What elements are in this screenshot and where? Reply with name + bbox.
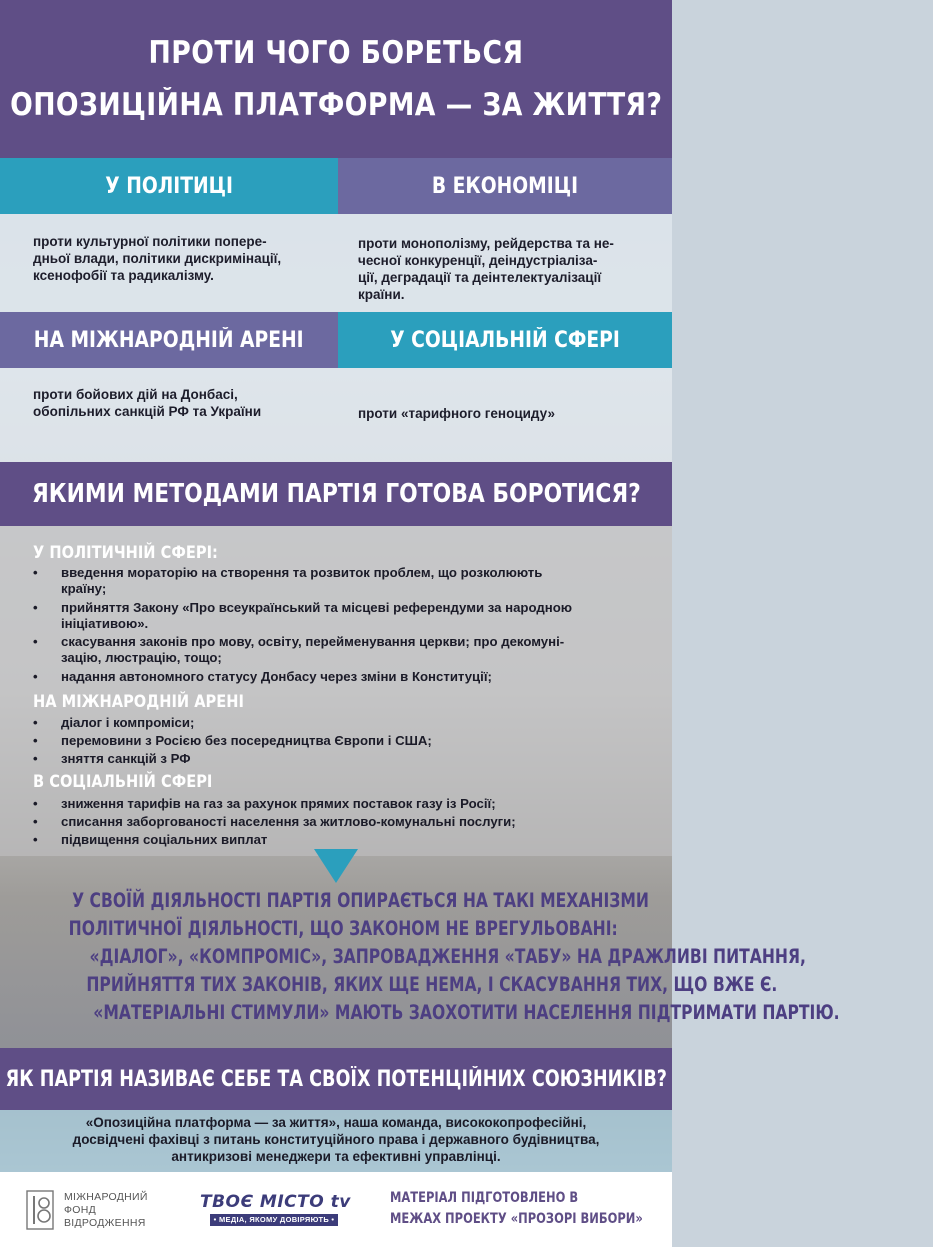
list-item: • перемовини з Росією без посередництва Європи і США; — [33, 733, 432, 748]
title-line-2: ОПОЗИЦІЙНА ПЛАТФОРМА — ЗА ЖИТТЯ? — [9, 87, 663, 123]
mechanisms-line-2: ПОЛІТИЧНОЇ ДІЯЛЬНОСТІ, ЩО ЗАКОНОМ НЕ ВРЕГУЛЬОВАНІ: — [68, 917, 618, 940]
tvoie-misto-logo: ТВОЄ МІСТО tv • МЕДІА, ЯКОМУ ДОВІРЯЮТЬ • — [200, 1192, 351, 1224]
category-economy-text: проти монополізму, рейдерства та не- чесної конкуренції, деіндустріаліза- ції, деградації та деінтелектуалізації країни. — [358, 236, 614, 302]
methods-social-heading: В СОЦІАЛЬНІЙ СФЕРІ — [33, 772, 213, 792]
down-triangle-icon — [314, 849, 358, 883]
category-international-text: проти бойових дій на Донбасі, обопільних санкцій РФ та України — [33, 387, 262, 419]
list-item: • надання автономного статусу Донбасу через зміни в Конституції; — [33, 669, 492, 684]
category-social-text: проти «тарифного геноциду» — [358, 406, 556, 421]
methods-heading-band — [0, 462, 672, 526]
footer — [0, 1172, 672, 1247]
list-item: • скасування законів про мову, освіту, перейменування церкви; про декомуні- зацію, люстрацію, тощо; — [33, 634, 565, 665]
mechanisms-line-5: «МАТЕРІАЛЬНІ СТИМУЛИ» МАЮТЬ ЗАОХОТИТИ НАСЕЛЕННЯ ПІДТРИМАТИ ПАРТІЮ. — [93, 1001, 840, 1024]
title-line-1: ПРОТИ ЧОГО БОРЕТЬСЯ — [148, 35, 524, 71]
list-item: • введення мораторію на створення та розвиток проблем, що розколюють країну; — [33, 565, 543, 596]
project-credit: МАТЕРІАЛ ПІДГОТОВЛЕНО В МЕЖАХ ПРОЕКТУ «ПРОЗОРІ ВИБОРИ» — [390, 1190, 643, 1227]
irf-logo-text: МІЖНАРОДНИЙ ФОНД ВІДРОДЖЕННЯ — [64, 1191, 148, 1229]
category-economy-heading: В ЕКОНОМІЦІ — [338, 158, 672, 214]
mechanisms-line-1: У СВОЇЙ ДІЯЛЬНОСТІ ПАРТІЯ ОПИРАЄТЬСЯ НА ТАКІ МЕХАНІЗМИ — [72, 889, 649, 912]
mechanisms-line-3: «ДІАЛОГ», «КОМПРОМІС», ЗАПРОВАДЖЕННЯ «ТАБУ» НА ДРАЖЛИВІ ПИТАННЯ, — [89, 945, 806, 968]
title-band — [0, 0, 672, 158]
list-item: • підвищення соціальних виплат — [33, 832, 268, 847]
irf-logo-icon — [26, 1190, 54, 1230]
mechanisms-line-4: ПРИЙНЯТТЯ ТИХ ЗАКОНІВ, ЯКИХ ЩЕ НЕМА, І СКАСУВАННЯ ТИХ, ЩО ВЖЕ Є. — [86, 973, 778, 996]
list-item: • діалог і компроміси; — [33, 715, 195, 730]
methods-political-heading: У ПОЛІТИЧНІЙ СФЕРІ: — [33, 543, 218, 563]
allies-text: «Опозиційна платформа — за життя», наша команда, висококопрофесійні, досвідчені фахівці з питань конституційного права і державного будівництва, антикризові менеджери та ефективні управлінці. — [0, 1110, 672, 1172]
allies-heading: ЯК ПАРТІЯ НАЗИВАЄ СЕБЕ ТА СВОЇХ ПОТЕНЦІЙНИХ СОЮЗНИКІВ? — [5, 1066, 667, 1092]
list-item: • списання заборгованості населення за житлово-комунальні послуги; — [33, 814, 516, 829]
category-social-heading: У СОЦІАЛЬНІЙ СФЕРІ — [338, 312, 672, 368]
methods-international-heading: НА МІЖНАРОДНІЙ АРЕНІ — [33, 692, 244, 712]
methods-heading: ЯКИМИ МЕТОДАМИ ПАРТІЯ ГОТОВА БОРОТИСЯ? — [31, 479, 641, 509]
category-politics-heading: У ПОЛІТИЦІ — [0, 158, 338, 214]
list-item: • зняття санкцій з РФ — [33, 751, 191, 766]
allies-heading-band — [0, 1048, 672, 1110]
category-international-heading: НА МІЖНАРОДНІЙ АРЕНІ — [0, 312, 338, 368]
list-item: • прийняття Закону «Про всеукраїнський та місцеві референдуми за народною ініціативою». — [33, 600, 573, 631]
category-politics-text: проти культурної політики попере- дньої влади, політики дискримінації, ксенофобії та радикалізму. — [33, 234, 282, 283]
list-item: • зниження тарифів на газ за рахунок прямих поставок газу із Росії; — [33, 796, 496, 811]
